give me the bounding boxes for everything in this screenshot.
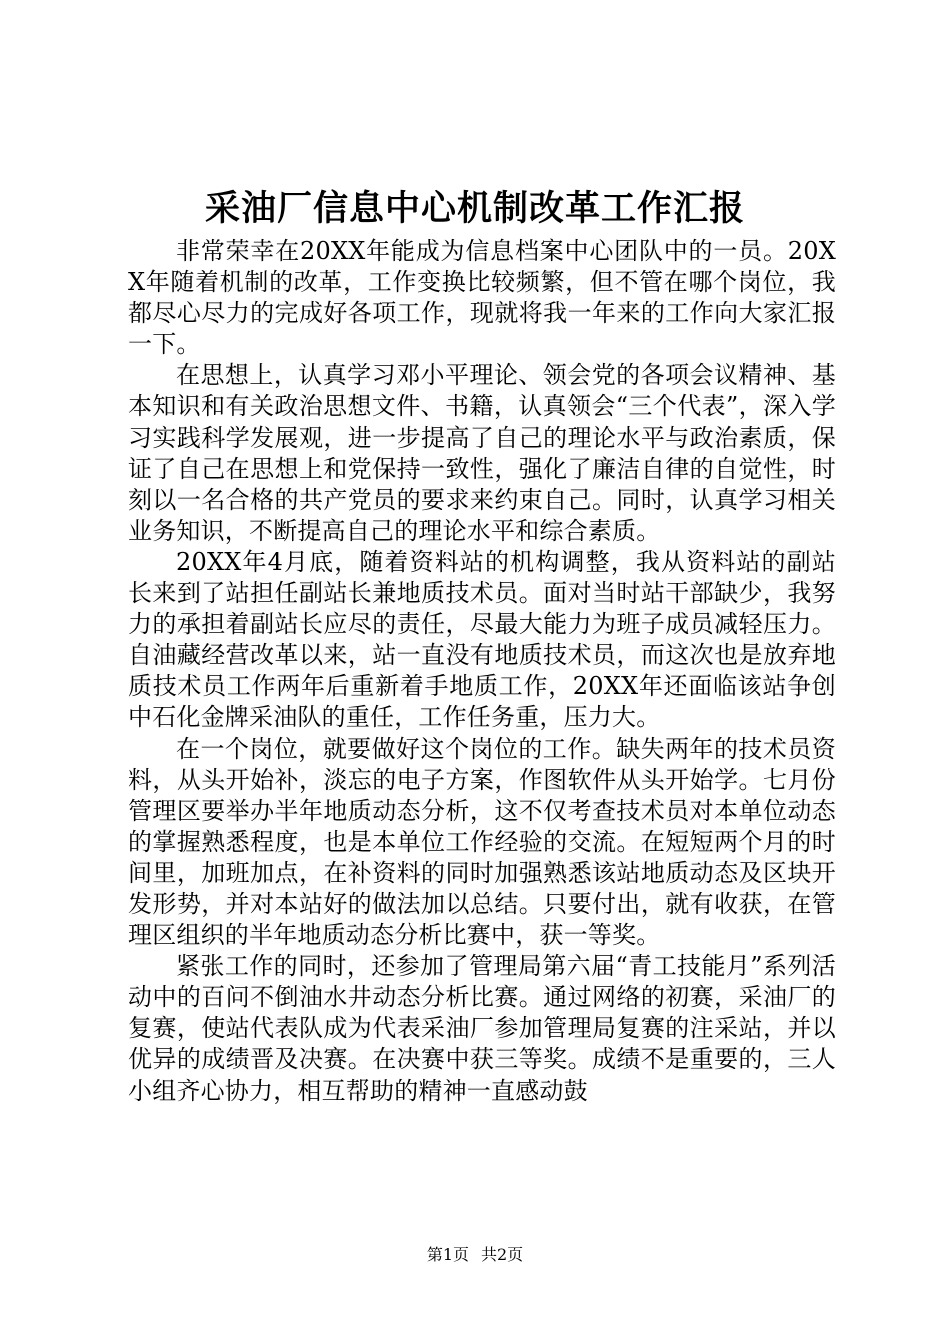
document-body [128,236,836,1107]
paragraph-position-change: 20XX年4月底，随着资料站的机构调整，我从资料站的副站长来到了站担任副站长兼地质技术员。面对当时站干部缺少，我努力的承担着副站长应尽的责任，尽最大能力为班子成员减轻压力。自油藏经营改革以来，站一直没有地质技术员，而这次也是放弃地质技术员工作两年后重新着手地质工作，20XX年还面临该站争创中石化金牌采油队的重任，工作任务重，压力大。 [128,547,836,732]
paragraph-ideology: 在思想上，认真学习邓小平理论、领会党的各项会议精神、基本知识和有关政治思想文件、书籍，认真领会“三个代表”，深入学习实践科学发展观，进一步提高了自己的理论水平与政治素质，保证了自己在思想上和党保持一致性，强化了廉洁自律的自觉性，时刻以一名合格的共产党员的要求来约束自己。同时，认真学习相关业务知识，不断提高自己的理论水平和综合素质。 [128,361,836,545]
paragraph-competition: 紧张工作的同时，还参加了管理局第六届“青工技能月”系列活动中的百问不倒油水井动态分析比赛。通过网络的初赛，采油厂的复赛，使站代表队成为代表采油厂参加管理局复赛的注采站，并以优异的成绩晋及决赛。在决赛中获三等奖。成绩不是重要的，三人小组齐心协力，相互帮助的精神一直感动鼓 [128,952,836,1105]
page-footer [0,1244,950,1266]
paragraph-work-performance: 在一个岗位，就要做好这个岗位的工作。缺失两年的技术员资料，从头开始补，淡忘的电子方案，作图软件从头开始学。七月份管理区要举办半年地质动态分析，这不仅考查技术员对本单位动态的掌握熟悉程度，也是本单位工作经验的交流。在短短两个月的时间里，加班加点，在补资料的同时加强熟悉该站地质动态及区块开发形势，并对本站好的做法加以总结。只要付出，就有收获，在管理区组织的半年地质动态分析比赛中，获一等奖。 [128,734,836,950]
page-number-total: 共2页 [481,1245,524,1264]
page-number-current: 第1页 [426,1245,469,1264]
paragraph-intro: 非常荣幸在20XX年能成为信息档案中心团队中的一员。20XX年随着机制的改革，工作变换比较频繁，但不管在哪个岗位，我都尽心尽力的完成好各项工作，现就将我一年来的工作向大家汇报一下。 [128,237,836,359]
document-title: 采油厂信息中心机制改革工作汇报 [204,188,745,229]
